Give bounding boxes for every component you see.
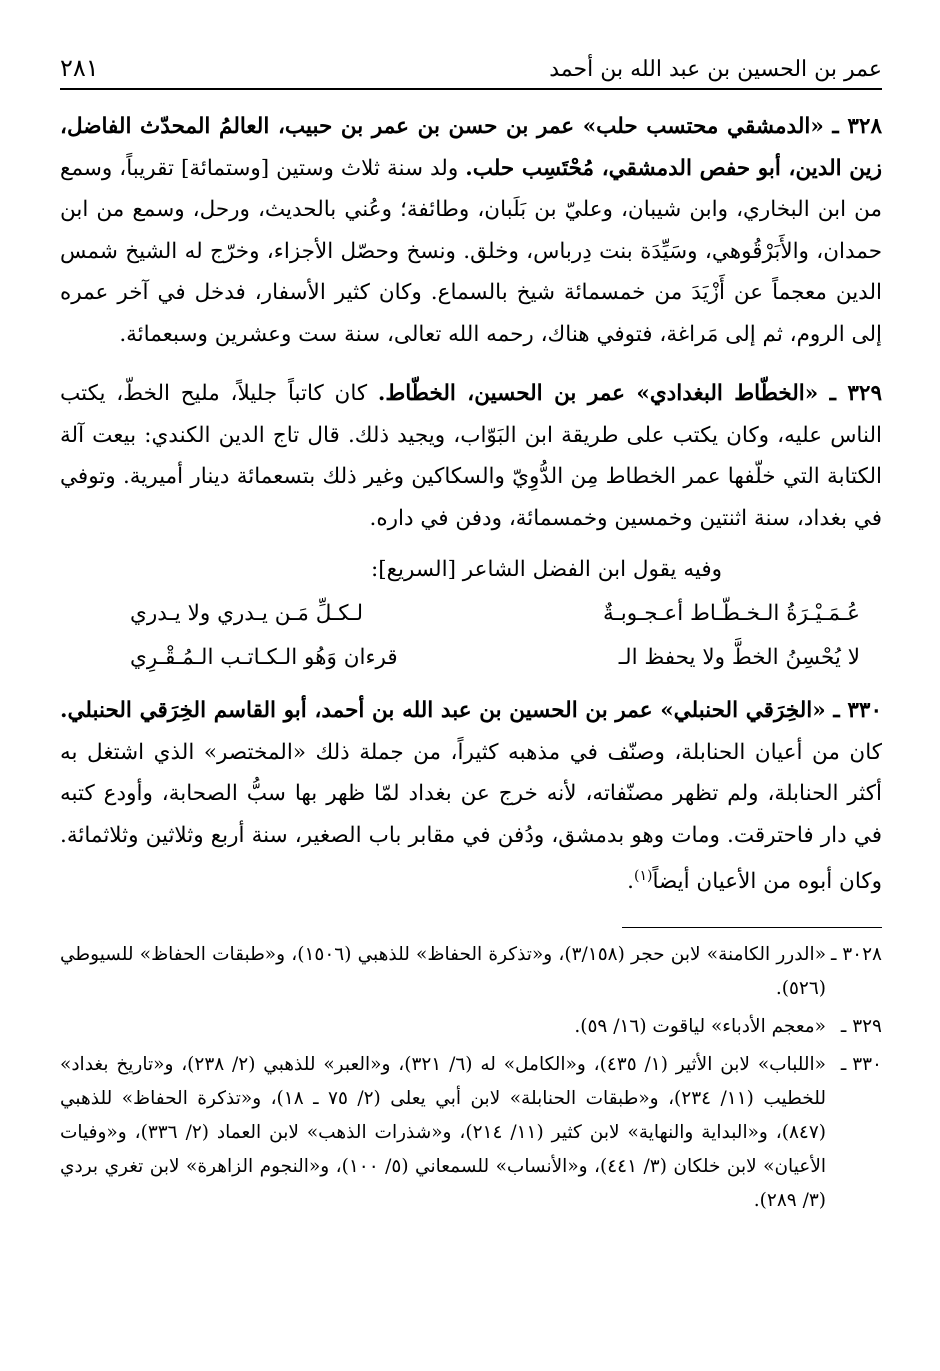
poem-line-2	[60, 636, 882, 680]
entry-328-body: ولد سنة ثلاث وستين [وستمائة] تقريباً، وسمع من ابن البخاري، وابن شيبان، وعليّ بن بَلَبان، وطائفة؛ وعُني بالحديث، ورحل، وسمع من ابن حمدان، والأَبَرْقُوهي، وسَيِّدَة بنت دِرباس، وخلق. ونسخ وحصّل الأجزاء، وخرّج له الشيخ شمس الدين معجماً عن أَزْيَدَ من خمسمائة شيخ بالسماع. وكان كثير الأسفار، فدخل في آخر عمره إلى الروم، ثم إلى مَراغة، فتوفي هناك، رحمه الله تعالى، سنة ست وعشرين وسبعمائة.	[60, 155, 882, 347]
footnote-reference: (١)	[633, 868, 653, 884]
poem	[60, 592, 882, 680]
footnotes	[60, 938, 882, 1218]
entry-328	[60, 106, 882, 355]
running-header	[60, 40, 882, 90]
poem-line-1-second: لـكـلِّ مَـن يـدري ولا يـدري	[130, 601, 364, 626]
poem-line-1	[60, 592, 882, 636]
poem-line-1-first: عُـمَـيْـرَةُ الـخـطّـاط أعـجـوبـةٌ	[602, 601, 860, 626]
entry-330: ٣٣٠ ـ «الخِرَقي الحنبلي» عمر بن الحسين بن عبد الله بن أحمد، أبو القاسم الخِرَقي الحنبلي. كان من أعيان الحنابلة، وصنّف في مذهبه كثيراً، من جملة ذلك «المختصر» الذي اشتغل به أكثر الحنابلة، ولم تظهر مصنّفاته، لأنه خرج عن بغداد لمّا ظهر بها سبُّ الصحابة، وأودع كتبه في دار فاحترقت. ومات وهو بدمشق، ودُفن في مقابر باب الصغير، سنة أربع وثلاثين وثلاثمائة. وكان أبوه من الأعيان أيضاً$^{(١)}$.	[60, 698, 882, 895]
poem-line-2-second: قرءان وَهُو الـكـاتـب الـمُـقْـرِي	[130, 645, 398, 670]
footnote-number: ٣٠٢٨ ـ	[830, 943, 882, 965]
footnote-number: ٣٢٩ ـ	[840, 1015, 882, 1037]
footnote-3028	[60, 938, 882, 1006]
poem-intro: وفيه يقول ابن الفضل الشاعر [السريع]:	[370, 557, 722, 582]
footnote-330	[60, 1048, 882, 1218]
page-number: ٢٨١	[60, 54, 99, 82]
poem-line-2-first: لا يُحْسِنُ الخطَّ ولا يحفظ الـ	[618, 645, 860, 670]
entry-329	[60, 373, 882, 539]
footnote-text: «معجم الأدباء» لياقوت (١٦/ ٥٩).	[574, 1015, 826, 1037]
entry-328-heading: ٣٢٨ ـ «الدمشقي محتسب حلب» عمر بن حسن بن عمر بن حبيب، العالمُ المحدّث الفاضل، زين الدين، أبو حفص الدمشقي، مُحْتَسِب حلب.	[60, 114, 882, 181]
entry-330-heading: ٣٣٠ ـ «الخِرَقي الحنبلي» عمر بن الحسين بن عبد الله بن أحمد، أبو القاسم الخِرَقي الحنبلي.	[60, 698, 882, 723]
footnote-329	[60, 1010, 882, 1044]
footnote-text: «اللباب» لابن الأثير (١/ ٤٣٥)، و«الكامل» له (٦/ ٣٢١)، و«العبر» للذهبي (٢/ ٢٣٨)، و«تاريخ بغداد» للخطيب (١١/ ٢٣٤)، و«طبقات الحنابلة» لابن أبي يعلى (٢/ ٧٥ ـ ١٨)، و«تذكرة الحفاظ» للذهبي (٨٤٧)، و«البداية والنهاية» لابن كثير (١١/ ٢١٤)، و«شذرات الذهب» لابن العماد (٢/ ٣٣٦)، و«وفيات الأعيان» لابن خلكان (٣/ ٤٤١)، و«الأنساب» للسمعاني (٥/ ١٠٠)، و«النجوم الزاهرة» لابن تغري بردي (٣/ ٢٨٩).	[60, 1053, 827, 1211]
footnote-divider	[622, 927, 882, 928]
footnote-text: «الدرر الكامنة» لابن حجر (٣/١٥٨)، و«تذكرة الحفاظ» للذهبي (١٥٠٦)، و«طبقات الحفاظ» للسيوطي (٥٢٦).	[60, 943, 827, 999]
header-title: عمر بن الحسين بن عبد الله بن أحمد	[549, 57, 882, 82]
entry-329-body: كان كاتباً جليلاً، مليح الخطّ، يكتب الناس عليه، وكان يكتب على طريقة ابن البَوّاب، ويجيد ذلك. قال تاج الدين الكندي: بيعت آلة الكتابة التي خلّفها عمر الخطاط مِن الدُّوِيّ والسكاكين وغير ذلك بتسعمائة دينار أميرية. وتوفي في بغداد، سنة اثنتين وخمسين وخمسمائة، ودفن في داره.	[60, 381, 882, 531]
entries	[60, 106, 882, 903]
footnote-number: ٣٣٠ ـ	[840, 1053, 882, 1075]
entry-330-body: كان من أعيان الحنابلة، وصنّف في مذهبه كثيراً، من جملة ذلك «المختصر» الذي اشتغل به أكثر الحنابلة، ولم تظهر مصنّفاته، لأنه خرج عن بغداد لمّا ظهر بها سبُّ الصحابة، وأودع كتبه في دار فاحترقت. ومات وهو بدمشق، ودُفن في مقابر باب الصغير، سنة أربع وثلاثين وثلاثمائة. وكان أبوه من الأعيان أيضاً	[60, 739, 882, 895]
entry-329-heading: ٣٢٩ ـ «الخطّاط البغدادي» عمر بن الحسين، الخطّاط.	[377, 381, 882, 406]
